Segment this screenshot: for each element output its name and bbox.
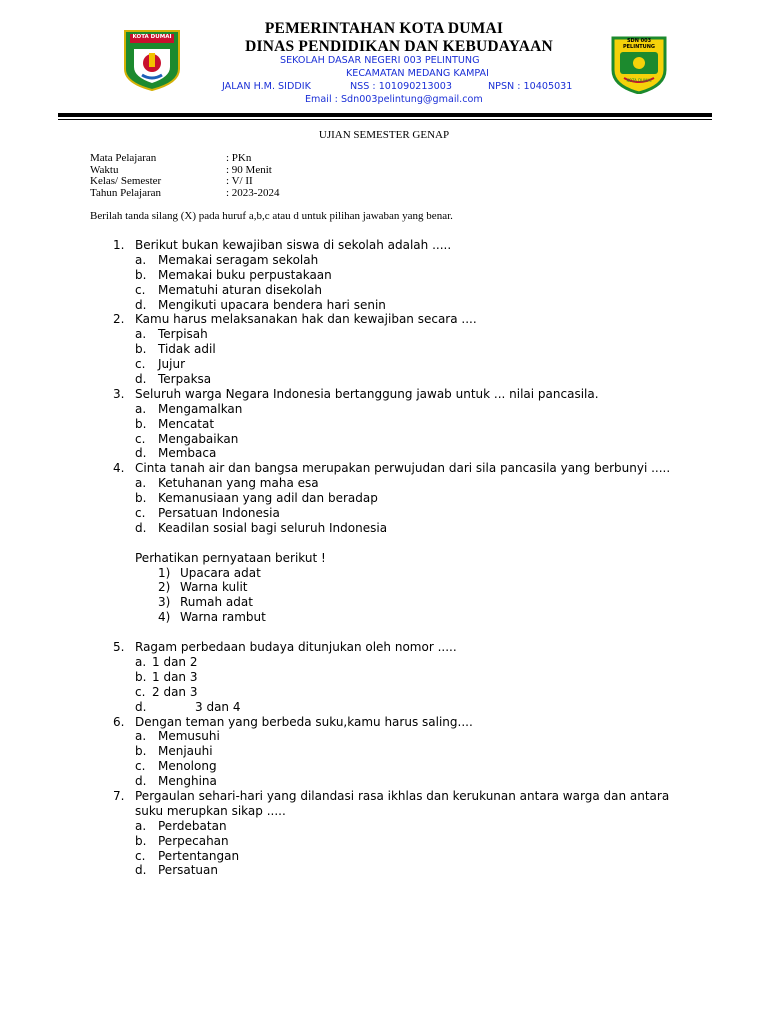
question-text: Ragam perbedaan budaya ditunjukan oleh nomor ..... xyxy=(135,640,457,655)
option xyxy=(0,506,768,521)
header-npsn: NPSN : 10405031 xyxy=(488,81,573,92)
option xyxy=(0,298,768,313)
option-text: Perdebatan xyxy=(158,818,227,833)
option xyxy=(0,268,768,283)
option xyxy=(0,432,768,447)
option-letter: d. xyxy=(135,520,147,535)
option-text: Kemanusiaan yang adil dan beradap xyxy=(158,491,378,506)
option xyxy=(0,342,768,357)
option-letter: b. xyxy=(135,669,147,684)
statement-number: 4) xyxy=(158,610,171,625)
header-nss: NSS : 101090213003 xyxy=(350,81,452,92)
statement-item xyxy=(0,580,768,595)
option-text: Persatuan Indonesia xyxy=(158,506,280,521)
option-text: Pertentangan xyxy=(158,848,240,863)
header-email: Email : Sdn003pelintung@gmail.com xyxy=(305,94,483,105)
option-letter: b. xyxy=(135,267,147,282)
option-text: Menolong xyxy=(158,759,217,774)
right-logo-text-bot: KOTA DUMAI xyxy=(626,78,652,83)
info-block xyxy=(90,153,390,199)
option-letter: c. xyxy=(135,684,146,699)
option-text: Terpisah xyxy=(158,327,208,342)
option xyxy=(0,476,768,491)
option xyxy=(0,849,768,864)
info-value: : PKn xyxy=(226,152,252,164)
option-text: Memusuhi xyxy=(158,729,220,744)
option xyxy=(0,700,768,715)
option xyxy=(0,253,768,268)
option-letter: d. xyxy=(135,446,147,461)
question-7 xyxy=(0,789,768,804)
statement-item xyxy=(0,566,768,581)
option-letter: a. xyxy=(135,401,147,416)
option xyxy=(0,521,768,536)
header-school: SEKOLAH DASAR NEGERI 003 PELINTUNG xyxy=(280,55,480,66)
header-government: PEMERINTAHAN KOTA DUMAI xyxy=(264,20,504,37)
option xyxy=(0,402,768,417)
option-letter: c. xyxy=(135,759,146,774)
question-number: 7. xyxy=(113,788,125,803)
option xyxy=(0,655,768,670)
option xyxy=(0,744,768,759)
option xyxy=(0,834,768,849)
statement-item xyxy=(0,595,768,610)
option xyxy=(0,774,768,789)
question-6 xyxy=(0,715,768,730)
option-text: Mengabaikan xyxy=(158,431,239,446)
statement-number: 2) xyxy=(158,580,171,595)
option xyxy=(0,283,768,298)
option xyxy=(0,863,768,878)
question-4 xyxy=(0,461,768,476)
exam-title: UJIAN SEMESTER GENAP xyxy=(318,129,450,141)
question-number: 1. xyxy=(113,238,125,252)
question-number: 4. xyxy=(113,461,125,476)
option-text: Perpecahan xyxy=(158,833,229,848)
questions-part-1 xyxy=(0,238,768,878)
option-letter: a. xyxy=(135,654,147,669)
info-row xyxy=(90,153,390,165)
right-logo-text-top: SDN 003 xyxy=(626,38,652,44)
info-label: Waktu xyxy=(90,163,119,176)
option-text: 3 dan 4 xyxy=(195,699,241,714)
option xyxy=(0,357,768,372)
option xyxy=(0,759,768,774)
question-text: Dengan teman yang berbeda suku,kamu harus saling.... xyxy=(135,714,473,729)
option-letter: c. xyxy=(135,506,146,521)
statement-text: Warna kulit xyxy=(180,580,248,595)
info-value: : 2023-2024 xyxy=(226,186,280,199)
option-text: Jujur xyxy=(158,357,186,372)
option-text: Mematuhi aturan disekolah xyxy=(158,282,322,297)
question-3 xyxy=(0,387,768,402)
option-text: Persatuan xyxy=(158,863,218,878)
info-label: Kelas/ Semester xyxy=(90,175,162,187)
option-text: Mengamalkan xyxy=(158,401,243,416)
option-letter: b. xyxy=(135,833,147,848)
statement-intro xyxy=(0,551,768,566)
option-text: Membaca xyxy=(158,446,217,461)
info-value: : V/ II xyxy=(226,175,253,187)
info-label: Tahun Pelajaran xyxy=(90,186,162,199)
option-text: Ketuhanan yang maha esa xyxy=(158,476,319,491)
question-text: Berikut bukan kewajiban siswa di sekolah adalah ..... xyxy=(135,238,452,252)
question-text-continued: suku merupkan sikap ..... xyxy=(135,803,286,818)
option xyxy=(0,327,768,342)
option-letter: c. xyxy=(135,282,146,297)
question-text: Kamu harus melaksanakan hak dan kewajiban secara .... xyxy=(135,312,477,327)
question-text: Pergaulan sehari-hari yang dilandasi rasa ikhlas dan kerukunan antara warga dan antara xyxy=(135,788,670,803)
option-letter: b. xyxy=(135,491,147,506)
header-street: JALAN H.M. SIDDIK xyxy=(222,81,311,92)
question-number: 2. xyxy=(113,312,125,327)
question-number: 6. xyxy=(113,714,125,729)
option-letter: c. xyxy=(135,848,146,863)
option-text: Mencatat xyxy=(158,416,215,431)
option-letter: a. xyxy=(135,476,147,491)
option xyxy=(0,372,768,387)
option-letter: a. xyxy=(135,729,147,744)
statement-text: Upacara adat xyxy=(180,565,261,580)
option-letter: c. xyxy=(135,357,146,372)
option xyxy=(0,417,768,432)
option-text: Memakai buku perpustakaan xyxy=(158,267,332,282)
option-letter: d. xyxy=(135,699,147,714)
option-text: Menjauhi xyxy=(158,744,213,759)
option-letter: d. xyxy=(135,372,147,387)
question-number: 5. xyxy=(113,640,125,655)
question-2 xyxy=(0,312,768,327)
option-letter: b. xyxy=(135,342,147,357)
left-logo-text: KOTA DUMAI xyxy=(132,34,172,40)
option-letter: d. xyxy=(135,863,147,878)
statement-text: Warna rambut xyxy=(180,610,266,625)
option-letter: b. xyxy=(135,416,147,431)
info-row xyxy=(90,188,390,200)
option-text: Mengikuti upacara bendera hari senin xyxy=(158,297,386,312)
header-divider-thin xyxy=(58,119,712,120)
statement-text: Rumah adat xyxy=(180,595,253,610)
question-number: 3. xyxy=(113,386,125,401)
question-text: Cinta tanah air dan bangsa merupakan perwujudan dari sila pancasila yang berbunyi ..... xyxy=(135,461,671,476)
option-text: 1 dan 2 xyxy=(152,654,198,669)
option-text: Keadilan sosial bagi seluruh Indonesia xyxy=(158,520,388,535)
statement-item xyxy=(0,610,768,625)
option xyxy=(0,670,768,685)
right-logo-text-mid: PELINTUNG xyxy=(622,44,656,50)
option-text: 1 dan 3 xyxy=(152,669,198,684)
option-letter: a. xyxy=(135,252,147,267)
question-5 xyxy=(0,640,768,655)
option-letter: d. xyxy=(135,297,147,312)
instruction: Berilah tanda silang (X) pada huruf a,b,c atau d untuk pilihan jawaban yang benar. xyxy=(90,210,453,222)
option-text: Menghina xyxy=(158,774,217,789)
statement-number: 3) xyxy=(158,595,171,610)
option-letter: a. xyxy=(135,327,147,342)
statement-intro-text: Perhatikan pernyataan berikut ! xyxy=(135,550,326,565)
statement-number: 1) xyxy=(158,565,171,580)
header-district: KECAMATAN MEDANG KAMPAI xyxy=(346,68,489,79)
option xyxy=(0,685,768,700)
option xyxy=(0,729,768,744)
question-7-continued xyxy=(0,804,768,819)
option-text: Memakai seragam sekolah xyxy=(158,252,319,267)
option-letter: d. xyxy=(135,774,147,789)
header-divider-thick xyxy=(58,113,712,117)
option-text: 2 dan 3 xyxy=(152,684,198,699)
option-letter: a. xyxy=(135,818,147,833)
option xyxy=(0,819,768,834)
option-letter: b. xyxy=(135,744,147,759)
header-department: DINAS PENDIDIKAN DAN KEBUDAYAAN xyxy=(245,38,553,55)
option xyxy=(0,491,768,506)
option-text: Tidak adil xyxy=(158,342,216,357)
option xyxy=(0,446,768,461)
question-1 xyxy=(0,238,768,253)
option-letter: c. xyxy=(135,431,146,446)
info-label: Mata Pelajaran xyxy=(90,152,157,164)
info-value: : 90 Menit xyxy=(226,163,272,176)
option-text: Terpaksa xyxy=(158,372,212,387)
question-text: Seluruh warga Negara Indonesia bertanggung jawab untuk ... nilai pancasila. xyxy=(135,386,599,401)
